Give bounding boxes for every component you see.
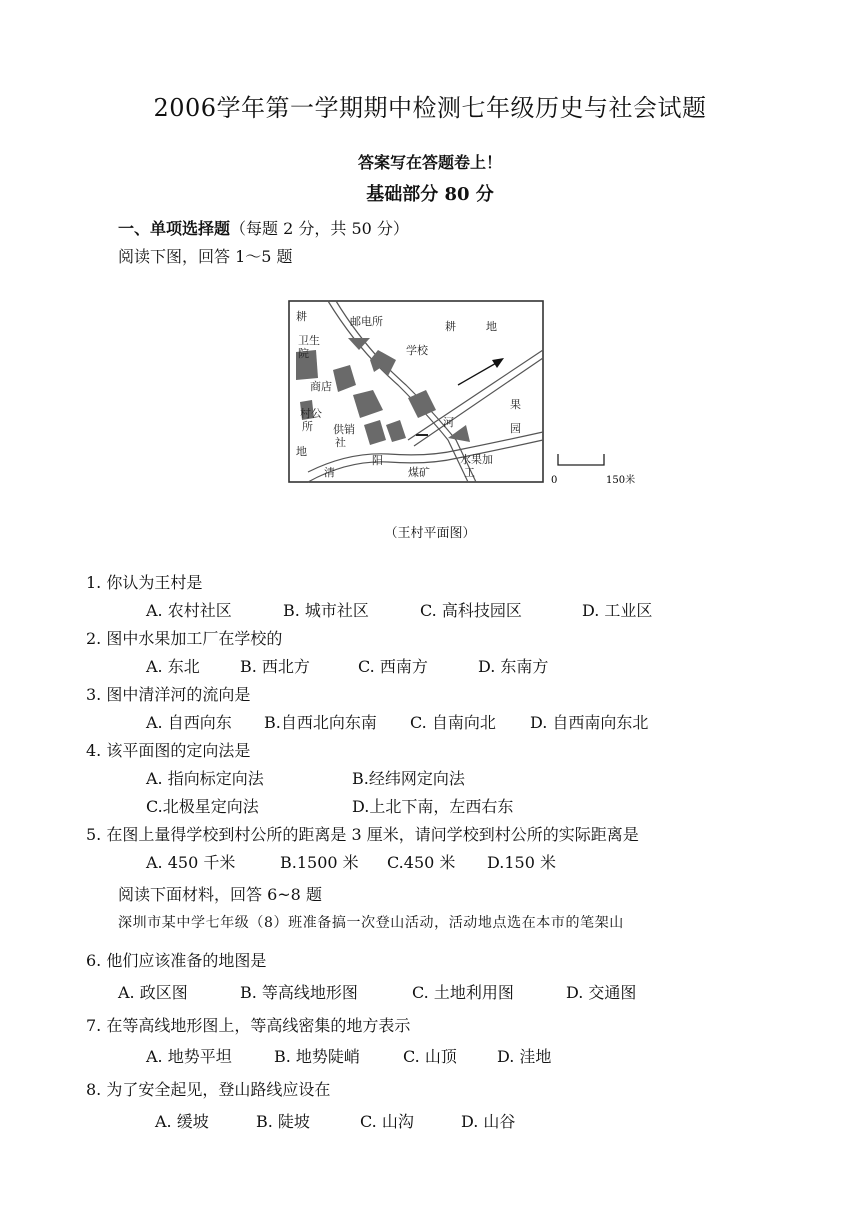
q7-option-b: B. 地势陡峭 [274, 1047, 360, 1066]
map-label-clinic-1: 卫生 [298, 334, 320, 347]
q8-option-d: D. 山谷 [461, 1112, 516, 1131]
question-4-stem: 4. 该平面图的定向法是 [86, 741, 251, 760]
question-7-stem: 7. 在等高线地形图上，等高线密集的地方表示 [86, 1016, 411, 1035]
q1-option-c: C. 高科技园区 [420, 601, 522, 620]
q6-option-b: B. 等高线地形图 [240, 983, 358, 1002]
q5-option-c: C.450 米 [387, 853, 456, 872]
map-label-river: 河 [443, 416, 454, 429]
q6-option-c: C. 土地利用图 [412, 983, 514, 1002]
q2-option-b: B. 西北方 [240, 657, 310, 676]
scale-end-label: 150米 [606, 475, 636, 486]
q2-option-c: C. 西南方 [358, 657, 428, 676]
question-5-stem: 5. 在图上量得学校到村公所的距离是 3 厘米，请问学校到村公所的实际距离是 [86, 825, 639, 844]
q3-option-c: C. 自南向北 [410, 713, 496, 732]
q4-option-b: B.经纬网定向法 [352, 769, 465, 788]
map-label-fruit-1: 水果加 [460, 453, 493, 466]
map-label-mine: 煤矿 [408, 466, 430, 479]
q1-option-a: A. 农村社区 [146, 601, 232, 620]
exam-title: 2006学年第一学期期中检测七年级历史与社会试题 [153, 94, 707, 122]
q5-option-d: D.150 米 [487, 853, 556, 872]
map-label-village-1: 村公 [300, 407, 322, 420]
q7-option-c: C. 山顶 [403, 1047, 457, 1066]
q5-option-a: A. 450 千米 [146, 853, 236, 872]
scale-zero-label: 0 [551, 475, 558, 486]
q3-option-d: D. 自西南向东北 [530, 713, 649, 732]
map-label-fruit-2: 工 [464, 466, 475, 479]
village-map [288, 300, 544, 483]
section-title: 一、单项选择题 [118, 219, 231, 238]
part-heading: 基础部分 80 分 [366, 184, 494, 205]
q8-option-c: C. 山沟 [360, 1112, 414, 1131]
map-label-shop: 商店 [310, 380, 332, 393]
q5-option-b: B.1500 米 [280, 853, 359, 872]
map-label-di: 地 [296, 445, 307, 458]
q6-option-d: D. 交通图 [566, 983, 637, 1002]
reading-material: 深圳市某中学七年级（8）班准备搞一次登山活动，活动地点选在本市的笔架山 [118, 915, 624, 931]
read-instruction-1: 阅读下图，回答 1～5 题 [118, 247, 293, 266]
map-label-school: 学校 [406, 344, 428, 357]
map-label-post: 邮电所 [350, 315, 383, 328]
map-label-orchard-2: 园 [510, 422, 521, 435]
answer-note: 答案写在答题卷上！ [357, 153, 502, 172]
question-3-stem: 3. 图中清洋河的流向是 [86, 685, 251, 704]
q3-option-a: A. 自西向东 [146, 713, 232, 732]
q2-option-a: A. 东北 [146, 657, 200, 676]
q7-option-d: D. 洼地 [497, 1047, 552, 1066]
map-label-supply-1: 供销 [333, 423, 355, 436]
read-instruction-2: 阅读下面材料，回答 6~8 题 [118, 885, 322, 904]
question-1-stem: 1. 你认为王村是 [86, 573, 203, 592]
question-2-stem: 2. 图中水果加工厂在学校的 [86, 629, 283, 648]
section-rule: （每题 2 分，共 50 分） [230, 219, 409, 238]
map-caption: （王村平面图） [384, 526, 476, 541]
q7-option-a: A. 地势平坦 [146, 1047, 232, 1066]
map-label-clinic-2: 院 [298, 347, 309, 360]
q2-option-d: D. 东南方 [478, 657, 549, 676]
q1-option-b: B. 城市社区 [283, 601, 369, 620]
q8-option-b: B. 陡坡 [256, 1112, 310, 1131]
q3-option-b: B.自西北向东南 [264, 713, 377, 732]
q6-option-a: A. 政区图 [118, 983, 188, 1002]
map-label-geng: 耕 [296, 310, 307, 323]
q1-option-d: D. 工业区 [582, 601, 653, 620]
q4-option-a: A. 指向标定向法 [146, 769, 264, 788]
map-label-orchard-1: 果 [510, 398, 521, 411]
map-label-field-1: 耕 [445, 320, 456, 333]
q4-option-c: C.北极星定向法 [146, 797, 259, 816]
q4-option-d: D.上北下南，左西右东 [352, 797, 514, 816]
map-label-field-2: 地 [486, 320, 497, 333]
section-heading [118, 216, 409, 239]
map-label-qing: 清 [324, 466, 335, 479]
map-label-village-2: 所 [302, 420, 313, 433]
question-6-stem: 6. 他们应该准备的地图是 [86, 951, 267, 970]
q8-option-a: A. 缓坡 [155, 1112, 209, 1131]
question-8-stem: 8. 为了安全起见，登山路线应设在 [86, 1080, 331, 1099]
map-label-yang: 阳 [372, 454, 383, 467]
map-label-supply-2: 社 [335, 436, 346, 449]
map-scale-bar [548, 450, 648, 490]
